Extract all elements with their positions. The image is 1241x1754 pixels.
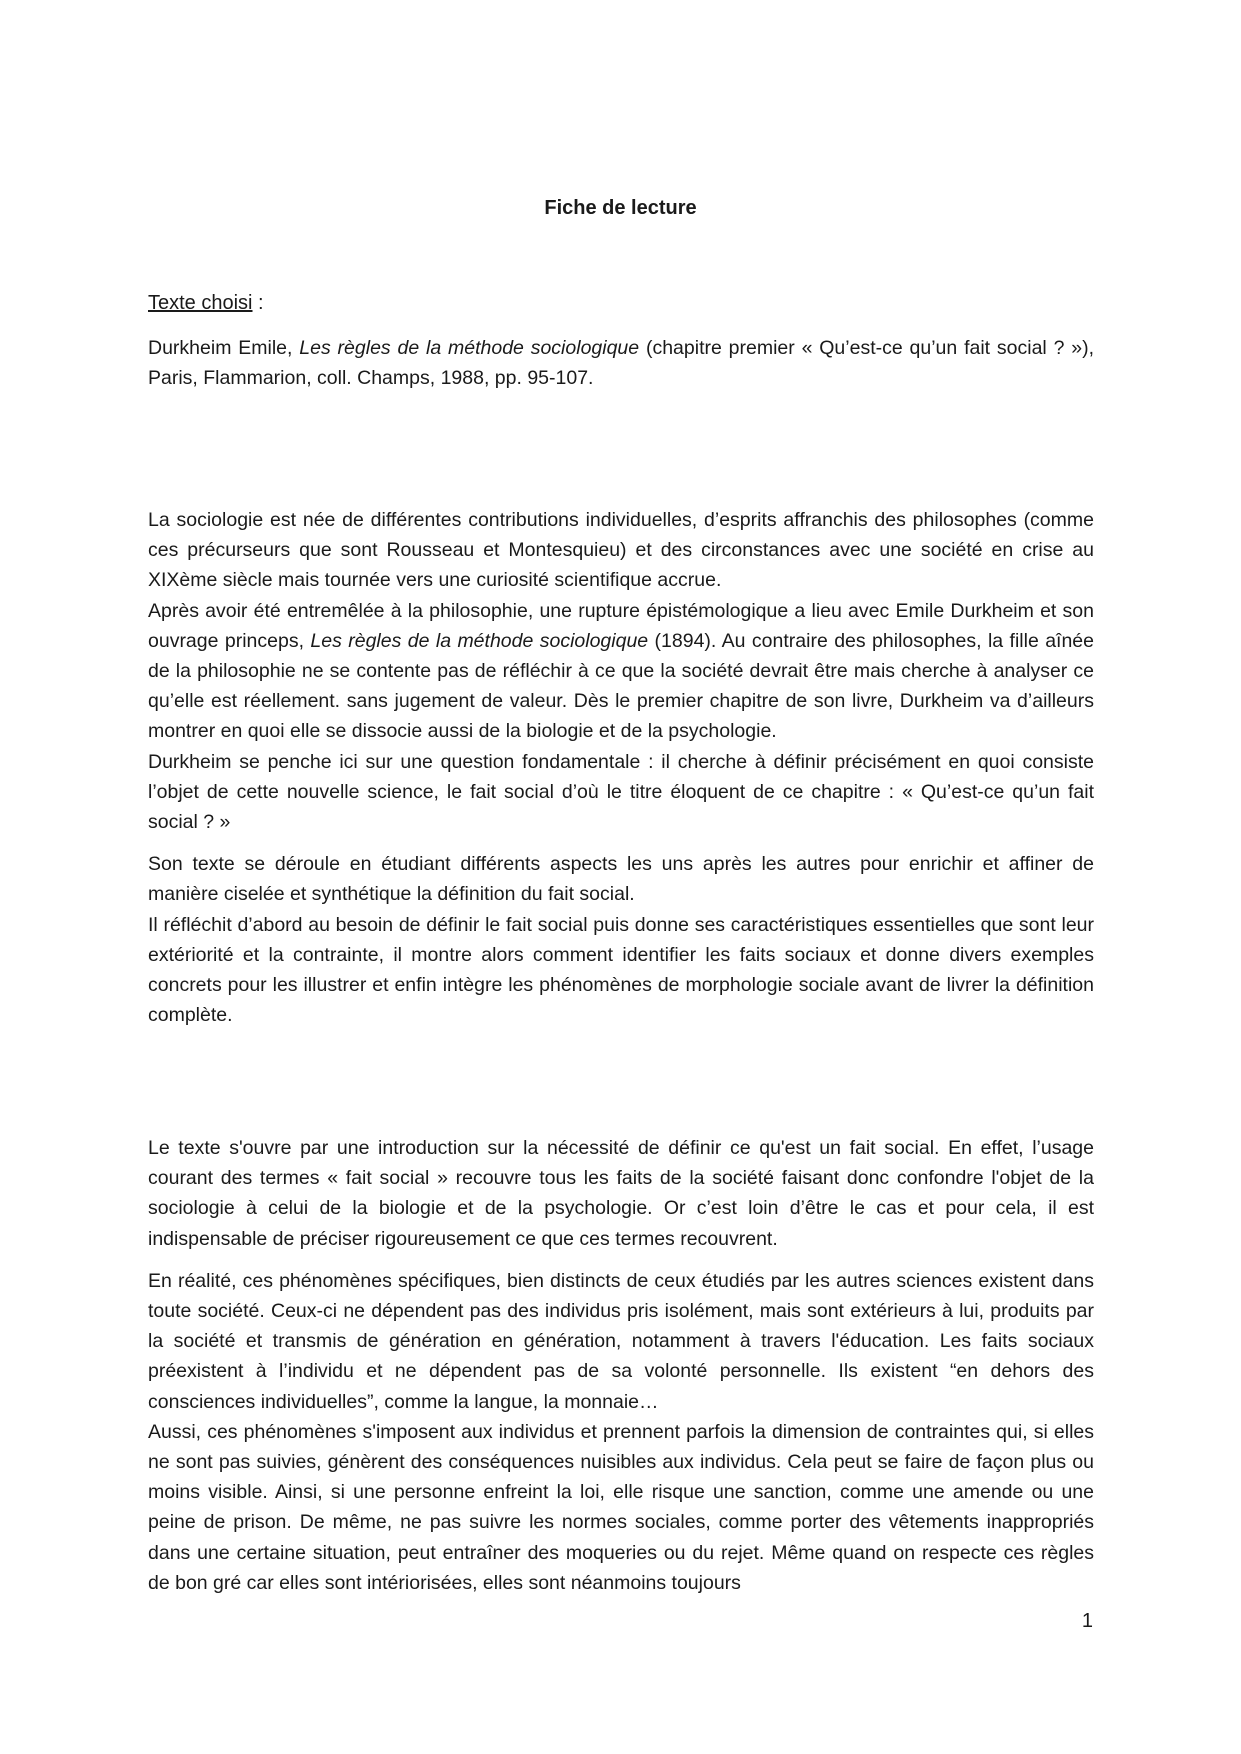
citation-author: Durkheim Emile, [148, 337, 300, 359]
paragraph-4: Son texte se déroule en étudiant différents aspects les uns après les autres pour enrichir et affiner de manière ciselée et synthétique la définition du fait social. [148, 853, 1094, 906]
paragraph-2-book-title: Les règles de la méthode sociologique [310, 629, 649, 652]
paragraph-gap [148, 837, 1094, 849]
paragraph-7: En réalité, ces phénomènes spécifiques, bien distincts de ceux étudiés par les autres sciences existent dans toute société. Ceux-ci ne dépendent pas des individus pris isolément, mais sont extérieurs à lui, produits par la société et transmis de génération en génération, notamment à travers l'éducation. Les faits sociaux préexistent à l’individu et ne dépendent pas de sa volonté personnelle. Ils existent “en dehors des consciences individuelles”, comme la langue, la monnaie… [148, 1269, 1094, 1413]
section-label-text: Texte choisi [148, 292, 253, 314]
introduction-block [148, 505, 1094, 1030]
document-title: Fiche de lecture [544, 197, 697, 219]
section-label-colon: : [252, 292, 264, 314]
paragraph-6: Le texte s'ouvre par une introduction sur la nécessité de définir ce qu'est un fait social. En effet, l’usage courant des termes « fait social » recouvre tous les faits de la société faisant donc confondre l'objet de la sociologie à celui de la biologie et de la psychologie. Or c’est loin d’être le cas et pour cela, il est indispensable de préciser rigoureusement ce que ces termes recouvrent. [148, 1137, 1094, 1250]
citation-paragraph [148, 333, 1094, 393]
citation-details: (chapitre premier « Qu’est-ce qu’un fait social ? »), Paris, Flammarion, coll. Champs, 1988, pp. 95-107. [148, 337, 1095, 390]
page-number: 1 [1081, 1610, 1093, 1632]
section-label [148, 288, 264, 318]
paragraph-5: Il réfléchit d’abord au besoin de définir le fait social puis donne ses caractéristiques essentielles que sont leur extériorité et la contrainte, il montre alors comment identifier les faits sociaux et donne divers exemples concrets pour les illustrer et enfin intègre les phénomènes de morphologie sociale avant de livrer la définition complète. [148, 913, 1094, 1027]
paragraph-2 [148, 596, 1094, 747]
analysis-block [148, 1133, 1094, 1598]
paragraph-gap [148, 1254, 1094, 1266]
citation-book-title: Les règles de la méthode sociologique [299, 337, 640, 359]
paragraph-2-end: (1894). Au contraire des philosophes, la fille aînée de la philosophie ne se contente pas de réfléchir à ce que la société devrait être mais cherche à analyser ce qu’elle est réellement. sans jugement de valeur. Dès le premier chapitre de son livre, Durkheim va d’ailleurs montrer en quoi elle se dissocie aussi de la biologie et de la psychologie. [148, 629, 1094, 743]
paragraph-2-start: Après avoir été entremêlée à la philosophie, une rupture épistémologique a lieu avec Emile Durkheim et son ouvrage princeps, [148, 599, 1094, 652]
paragraph-3: Durkheim se penche ici sur une question fondamentale : il cherche à définir précisément en quoi consiste l’objet de cette nouvelle science, le fait social d’où le titre éloquent de ce chapitre : « Qu’est-ce qu’un fait social ? » [148, 750, 1094, 834]
citation [148, 333, 1094, 393]
paragraph-8: Aussi, ces phénomènes s'imposent aux individus et prennent parfois la dimension de contraintes qui, si elles ne sont pas suivies, génèrent des conséquences nuisibles aux individus. Cela peut se faire de façon plus ou moins visible. Ainsi, si une personne enfreint la loi, elle risque une sanction, comme une amende ou une peine de prison. De même, ne pas suivre les normes sociales, comme porter des vêtements inappropriés dans une certaine situation, peut entraîner des moqueries ou du rejet. Même quand on respecte ces règles de bon gré car elles sont intériorisées, elles sont néanmoins toujours [148, 1420, 1094, 1594]
paragraph-1: La sociologie est née de différentes contributions individuelles, d’esprits affranchis des philosophes (comme ces précurseurs que sont Rousseau et Montesquieu) et des circonstances avec une société en crise au XIXème siècle mais tournée vers une curiosité scientifique accrue. [148, 509, 1094, 592]
